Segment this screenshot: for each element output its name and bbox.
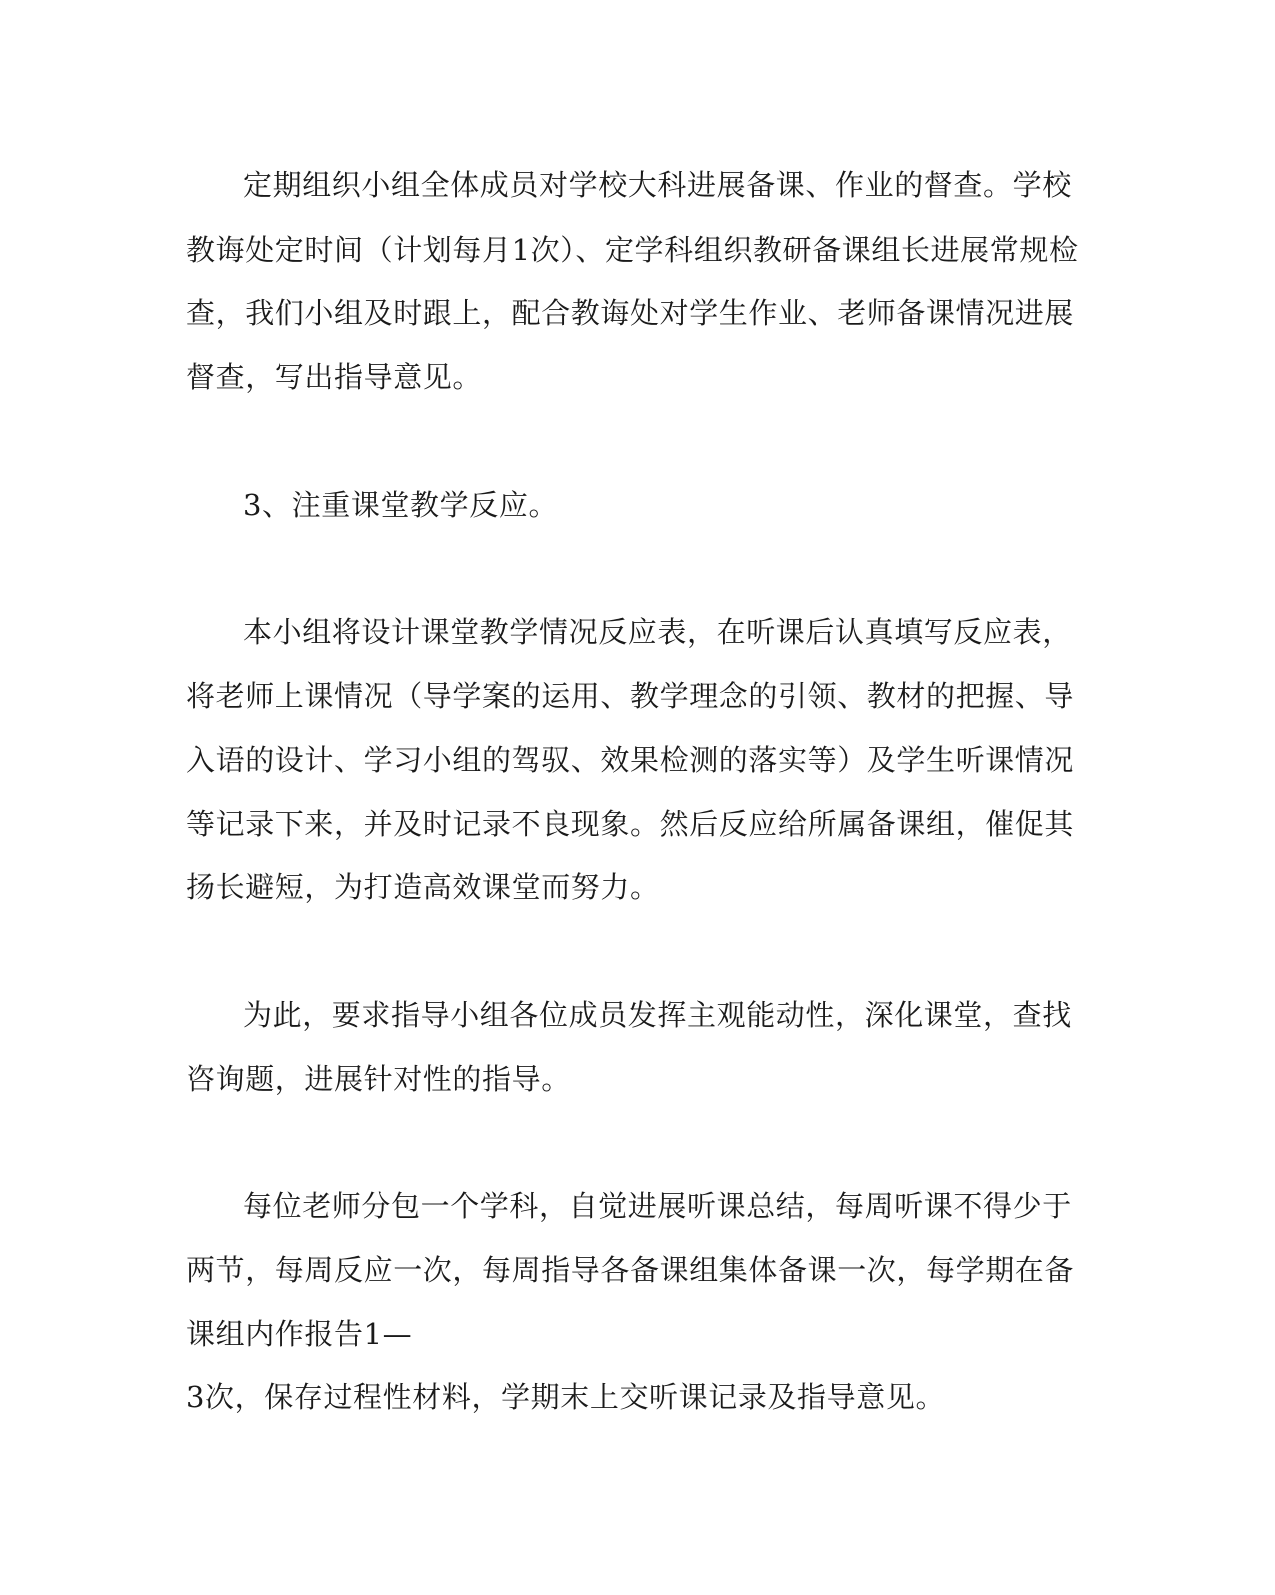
paragraph-5-line-2: 两节，每周反应一次，每周指导各备课组集体备课一次，每学期在备 — [186, 1253, 1075, 1287]
paragraph-1-line-3: 查，我们小组及时跟上，配合教诲处对学生作业、老师备课情况进展 — [186, 296, 1075, 330]
paragraph-1-line-4: 督查，写出指导意见。 — [186, 360, 483, 394]
paragraph-3-line-2: 将老师上课情况（导学案的运用、教学理念的引领、教材的把握、导 — [186, 679, 1075, 713]
paragraph-4-line-1: 为此，要求指导小组各位成员发挥主观能动性，深化课堂，查找 — [243, 998, 1072, 1032]
paragraph-3-line-5: 扬长避短，为打造高效课堂而努力。 — [186, 870, 660, 904]
section-heading-3: 3、注重课堂教学反应。 — [243, 488, 559, 522]
paragraph-3-line-1: 本小组将设计课堂教学情况反应表，在听课后认真填写反应表， — [243, 615, 1072, 649]
paragraph-1-line-2: 教诲处定时间（计划每月1次）、定学科组织教研备课组长进展常规检 — [186, 233, 1079, 267]
paragraph-3-line-4: 等记录下来，并及时记录不良现象。然后反应给所属备课组，催促其 — [186, 807, 1075, 841]
paragraph-5-line-4: 3次，保存过程性材料，学期末上交听课记录及指导意见。 — [186, 1380, 946, 1414]
paragraph-5-line-1: 每位老师分包一个学科，自觉进展听课总结，每周听课不得少于 — [243, 1189, 1072, 1223]
paragraph-3-line-3: 入语的设计、学习小组的驾驭、效果检测的落实等）及学生听课情况 — [186, 743, 1075, 777]
paragraph-1-line-1: 定期组织小组全体成员对学校大科进展备课、作业的督查。学校 — [243, 168, 1072, 202]
paragraph-5-line-3: 课组内作报告1— — [186, 1317, 413, 1351]
paragraph-4-line-2: 咨询题，进展针对性的指导。 — [186, 1062, 571, 1096]
